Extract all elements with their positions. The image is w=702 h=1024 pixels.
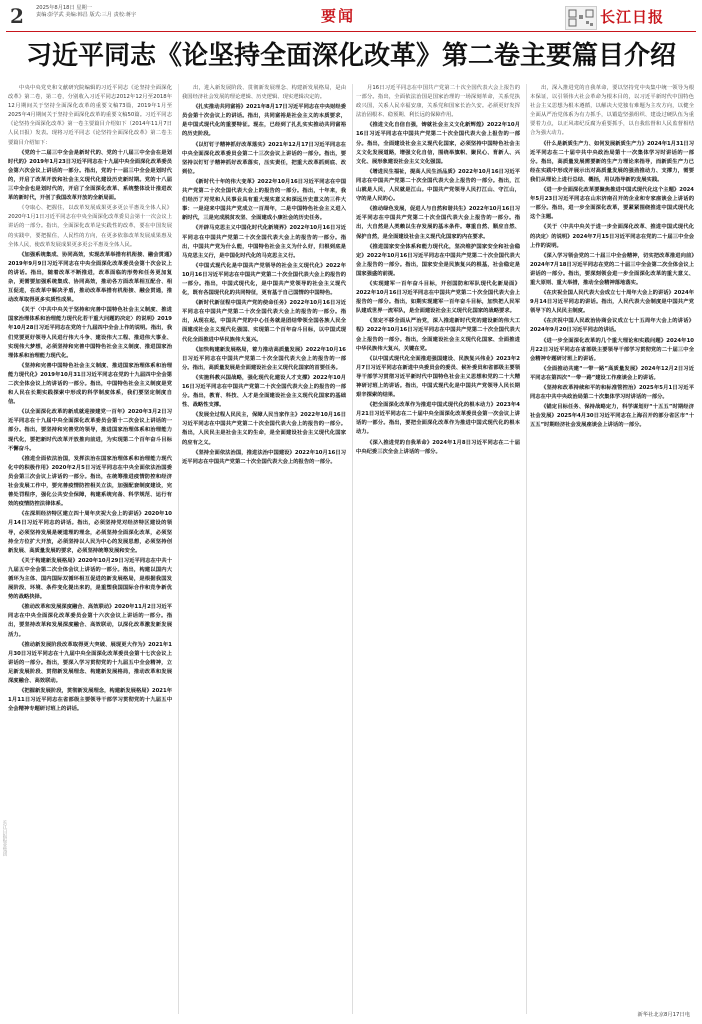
column-divider (526, 84, 527, 1014)
article-subhead-paragraph: 《推进全面依法治国，发挥法治在国家治理体系和治理能力现代化中的积极作用》2020年2月5日习近平同志在中央全面依法治国委员会第三次会议上讲话的一部分。指出，在统筹推进疫情防控和经济社会发展工作中，要完善疫情防控相关立法，加强配套制度建设，完善处罚程序，强化公共安全保障，构建系统完备、科学规范、运行有效的疫情防控法律体系。 (8, 455, 172, 508)
article-subhead-paragraph: 《推动绿色发展，促进人与自然和谐共生》2022年10月16日习近平同志在中国共产党第二十次全国代表大会上报告的一部分。指出，大自然是人类赖以生存发展的基本条件。尊重自然、顺应自然、保护自然，是全面建设社会主义现代化国家的内在要求。 (356, 206, 520, 240)
article-column-1 (8, 84, 172, 1014)
article-subhead-paragraph: 《实现建军一百年奋斗目标，开创国防和军队现代化新局面》2022年10月16日习近平同志在中国共产党第二十次全国代表大会上报告的一部分。指出，如期实现建军一百年奋斗目标，加快把人民军队建成世界一流军队，是全面建设社会主义现代化国家的战略要求。 (356, 280, 520, 315)
article-subhead-paragraph: 《增进民生福祉，提高人民生活品质》2022年10月16日习近平同志在中国共产党第二十次全国代表大会上报告的一部分。指出，江山就是人民，人民就是江山。中国共产党领导人民打江山、守江山，守的是人民的心。 (356, 168, 520, 203)
article-subhead-paragraph: 《进一步全面深化改革的几个重大理论和实践问题》2024年10月22日习近平同志在省部级主要领导干部学习贯彻党的二十届三中全会精神专题研讨班上的讲话。 (530, 337, 694, 362)
article-subhead-paragraph: 《坚持和改革持续和平的和标准管控治》2025年5月1日习近平同志在中共中央政治局第二十次集体学习时讲话的一部分。 (530, 385, 694, 401)
article-subhead-paragraph: 《新时代新征程中国共产党的使命任务》2022年10月16日习近平同志在中国共产党第二十次全国代表大会上的报告的一部分。指出，从现在起，中国共产党的中心任务就是团结带领全国各族人民全面建成社会主义现代化强国、实现第二个百年奋斗目标，以中国式现代化全面推进中华民族伟大复兴。 (182, 300, 346, 343)
newspaper-logo: 长江日报 (600, 8, 665, 26)
dateline-footer: 新华社北京8月17日电 (637, 1012, 690, 1018)
editors-line: 责编:彭学武 美编:韩昌 版式:三月 责校:蒋宇 (36, 12, 137, 18)
article-subhead-paragraph: 《推动新发展阶段改革取得更大突破、展现更大作为》2021年1月30日习近平同志在十九届中央全面深化改革委员会第十七次会议上讲话的一部分。指出，要深入学习贯彻党的十九届五中全会精神，立足新发展阶段、贯彻新发展理念、构建新发展格局，推动改革和发展深度融合、高效联动。 (8, 641, 172, 684)
article-subhead-paragraph: 《发展全过程人民民主，保障人民当家作主》2022年10月16日习近平同志在中国共产党第二十次全国代表大会上的报告的一部分。指出，人民民主是社会主义的生命，是全面建设社会主义现代化国家的应有之义。 (182, 412, 346, 446)
article-subhead-paragraph: 《扎实推动共同富裕》2021年8月17日习近平同志在中央财经委员会第十次会议上的讲话。指出，共同富裕是社会主义的本质要求，是中国式现代化的重要特征。现在，已经到了扎扎实实推动共同富裕的历史阶段。 (182, 104, 346, 138)
article-paragraph: 中央中央党史和文献研究院编辑的习近平同志《论坚持全面深化改革》第二卷，第二卷，分别收入习近平同志2012年12月至2018年12月期间关于坚持全面深化改革的重要文稿73篇，2019年1月至2025年4月期间关于坚持全面深化改革的重要文稿50篇。习近平同志《论坚持全面深化改革》第一卷主要篇目介绍如下（2014年11月7日人民日报）发表。现将习近平同志《论坚持全面深化改革》第二卷主要篇目介绍如下： (8, 85, 172, 146)
article-subhead-paragraph: 《实施科教兴国战略，强化现代化建设人才支撑》2022年10月16日习近平同志在中国共产党第二十次全国代表大会上的报告的一部分。指出，教育、科技、人才是全面建设社会主义现代化国家的基础性、战略性支撑。 (182, 374, 346, 409)
article-subhead-paragraph: 《推进文化自信自强，铸就社会主义文化新辉煌》2022年10月16日习近平同志在中国共产党第二十次全国代表大会上报告的一部分。指出，全面建设社会主义现代化国家，必须坚持中国特色社会主义文化发展道路，增强文化自信，围绕举旗帜、聚民心、育新人、兴文化、展形象建设社会主义文化强国。 (356, 122, 520, 165)
article-headline: 习近平同志《论坚持全面深化改革》第二卷主要篇目介绍 (25, 41, 676, 71)
article-subhead-paragraph: 《关于构建新发展格局》2020年10月29日习近平同志在中共十九届五中全会第二次全体会议上讲话的一部分。指出，构建以国内大循环为主体、国内国际双循环相互促进的新发展格局，是根据我国发展阶段、环境、条件变化提出来的，是重塑我国国际合作和竞争新优势的战略抉择。 (8, 557, 172, 601)
article-subhead-paragraph: 《在庆祝中国人民政治协商会议成立七十五周年大会上的讲话》2024年9月20日习近平同志的讲话。 (530, 318, 694, 334)
article-paragraph: 《夺取心、把握住，以改革发展成果更多更公平惠及全体人民》2020年1月1日习近平同志在中央全面深化改革委员会第十一次会议上讲话的一部分。指出，全面深化改革是实践性的改革，要在中国发展的实践中，要把握住，人民性的方向，在更多依靠改革发展成果惠及全体人民，使改革发展成果更多更公平惠及全体人民。 (8, 205, 172, 248)
section-title: 要闻 (321, 7, 356, 25)
column-divider (178, 84, 179, 1014)
article-subhead-paragraph: 《以钉钉子精神抓好改革落实》2021年12月17日习近平同志在中央全面深化改革委员会第二十三次会议上讲话的一部分。指出，要坚持以钉钉子精神抓好改革落实，压实责任，把重大改革抓到底、改到位。 (182, 141, 346, 175)
article-subhead-paragraph: 《坚持和完善中国特色社会主义制度、推进国家治理体系和治理能力现代化》2019年10月31日习近平同志在党的十九届四中全会第二次全体会议上的讲话的一部分。指出，中国特色社会主义制度是党和人民在长期实践探索中形成的科学制度体系，我们要坚定制度自信。 (8, 362, 172, 406)
article-subhead-paragraph: 《深入学习领会党的二十届三中全会精神，切实把改革推进向前》2024年7月18日习近平同志在党的二十届三中全会第二次全体会议上讲话的一部分。指出，要深刻领会进一步全面深化改革的重大意义、重大原则、重大举措，推动全会精神落地落实。 (530, 252, 694, 286)
article-subhead-paragraph: 《关于〈中共中央关于坚持和完善中国特色社会主义制度、推进国家治理体系和治理能力现代化若干重大问题的决定〉的说明》2019年10月28日习近平同志在党的十九届四中全会上作的说明。指出，我们党要更好领导人民进行伟大斗争、建设伟大工程、推进伟大事业、实现伟大梦想，必须坚持和完善中国特色社会主义制度、推进国家治理体系和治理能力现代化。 (8, 307, 172, 359)
article-subhead-paragraph: 《把全面深化改革作为推进中国式现代化的根本动力》2023年4月21日习近平同志在二十届中央全面深化改革委员会第一次会议上讲话的一部分。指出，要把全面深化改革作为推进中国式现代化的根本动力。 (356, 402, 520, 436)
article-subhead-paragraph: 《推进国家安全体系和能力现代化，坚决维护国家安全和社会稳定》2022年10月16日习近平同志在中国共产党第二十次全国代表大会上报告的一部分。指出，国家安全是民族复兴的根基，社会稳定是国家强盛的前提。 (356, 243, 520, 277)
header-divider (6, 31, 696, 32)
page-number: 2 (10, 4, 24, 28)
article-subhead-paragraph: 《把握新发展阶段，贯彻新发展理念，构建新发展格局》2021年1月11日习近平同志在省部级主要领导干部学习贯彻党的十九届五中全会精神专题研讨班上的讲话。 (8, 688, 172, 713)
article-subhead-paragraph: 《锚定目标任务、保持战略定力，科学谋划好“十五五”时期经济社会发展》2025年4月30日习近平同志在上海召开的部分省区市“十五五”时期经济社会发展座谈会上讲话的一部分。 (530, 404, 694, 429)
article-subhead-paragraph: 《加强系统集成、协同高效，实现改革举措有机衔接、融会贯通》2019年9月9日习近平同志在中央全面深化改革委员会第十次会议上的讲话。指出，随着改革不断推进，改革面临的形势和任务更加复杂，更需要加强系统集成、协同高效，推动各方面改革相互配合、相互促进，在改革中解决矛盾，推动改革举措有机衔接、融会贯通，推动改革取得更多实质性成果。 (8, 251, 172, 304)
side-watermark: 长江日报报业集团 (2, 820, 7, 856)
article-paragraph: 出，进入新发展阶段、贯彻新发展理念、构建新发展格局，是由我国经济社会发展的理论逻辑、历史逻辑、现实逻辑决定的。 (182, 85, 346, 101)
article-subhead-paragraph: 《全面推动共建“一带一路”高质量发展》2024年12月2日习近平同志在第四次“一带一路”建设工作座谈会上的讲话。 (530, 365, 694, 381)
article-subhead-paragraph: 《在深圳经济特区建立四十周年庆祝大会上的讲话》2020年10月14日习近平同志的讲话。指出，必须坚持党对经济特区建设的领导，必须坚持发展是硬道理的理念，必须坚持全面深化改革，必须坚持全方位扩大开放，必须坚持以人民为中心的发展思想，必须坚持创新发展、高质量发展的要求，必须坚持统筹发展和安全。 (8, 511, 172, 554)
article-subhead-paragraph: 《以全面深化改革的新成就迎接建党一百年》2020年3月2日习近平同志在十九届中央全面深化改革委员会第十二次会议上讲话的一部分。指出，要坚持和完善党的领导，推进国家治理体系和治理能力现代化，要把新时代改革开放推向前进，为实现第二个百年奋斗目标不懈奋斗。 (8, 409, 172, 452)
article-subhead-paragraph: 《深入推进党的自我革命》2024年1月8日习近平同志在二十届中央纪委三次全会上讲话的一部分。 (356, 439, 520, 455)
article-subhead-paragraph: 《关于〈中共中央关于进一步全面深化改革、推进中国式现代化的决定〉的说明》2024年7月15日习近平同志在党的二十届三中全会上作的说明。 (530, 224, 694, 249)
article-subhead-paragraph: 《在庆祝全国人民代表大会成立七十周年大会上的讲话》2024年9月14日习近平同志的讲话。指出，人民代表大会制度是中国共产党领导下的人民民主制度。 (530, 290, 694, 315)
article-subhead-paragraph: 《进一步全面深化改革要聚焦推进中国式现代化这个主题》2024年5月23日习近平同志在山东济南召开的企业和专家座谈会上讲话的一部分。指出，进一步全面深化改革，要紧紧围绕推进中国式现代化这个主题。 (530, 187, 694, 221)
article-subhead-paragraph: 《推动改革和发展深度融合、高效联动》2020年11月2日习近平同志在中央全面深化改革委员会第十六次会议上讲话的一部分。指出，要坚持改革和发展深度融合、高效联动，以深化改革激发新发展活力。 (8, 604, 172, 638)
page-header (0, 0, 702, 30)
article-column-3 (356, 84, 520, 1014)
article-subhead-paragraph: 《坚持全面依法治国，推进法治中国建设》2022年10月16日习近平同志在中国共产党第二十次全国代表大会上的报告的一部分。 (182, 449, 346, 465)
date-line: 2025年8月18日 星期一 (36, 5, 92, 11)
article-subhead-paragraph: 《什么是新质生产力、如何发展新质生产力》2024年1月31日习近平同志在二十届中共中央政治局第十一次集体学习时讲话的一部分。指出，高质量发展需要新的生产力理论来指导，而新质生产力已经在实践中形成并展示出对高质量发展的强劲推动力、支撑力，需要我们从理论上进行总结、概括，用以指导新的发展实践。 (530, 140, 694, 183)
article-subhead-paragraph: 《中国式现代化是中国共产党领导的社会主义现代化》2022年10月16日习近平同志在中国共产党第二十次全国代表大会上的报告的一部分。指出，中国式现代化，是中国共产党领导的社会主义现代化，既有各国现代化的共同特征，更有基于自己国情的中国特色。 (182, 262, 346, 297)
article-subhead-paragraph: 《党的十二届三中全会是新时代的、党的十八届三中全会在是划时代的》2019年1月23日习近平同志在十九届中央全面深化改革委员会第六次会议上讲话的一部分。指出，党的十一届三中全会是划时代的，开启了改革开放和社会主义现代化建设历史新时期。党的十八届三中全会也是划时代的，开启了全面深化改革、系统整体设计推进改革的新时代，开创了我国改革开放的全新局面。 (8, 149, 172, 202)
article-subhead-paragraph: 《加快构建新发展格局，着力推动高质量发展》2022年10月16日习近平同志在中国共产党第二十次全国代表大会上的报告的一部分。指出，高质量发展是全面建设社会主义现代化国家的首要任务。 (182, 346, 346, 371)
article-column-4 (530, 84, 694, 1014)
article-subhead-paragraph: 《开辟马克思主义中国化时代化新境界》2022年10月16日习近平同志在中国共产党第二十次全国代表大会上的报告的一部分。指出，中国共产党为什么能，中国特色社会主义为什么好，归根到底是马克思主义行，是中国化时代化的马克思主义行。 (182, 225, 346, 259)
article-paragraph: 出，深入推进党的自我革命，要以坚持党中央集中统一领导为根本保证，以引领伟大社会革命为根本目的，以习近平新时代中国特色社会主义思想为根本遵循，以解决大党独有难题为主攻方向，以健全全面从严治党体系为有力抓手，以锻造坚强组织、建设过硬队伍为重要着力点，以正风肃纪反腐为重要抓手，以自我监督和人民监督相结合为强大动力。 (530, 85, 694, 137)
page-meta (36, 5, 236, 19)
article-paragraph: 月16日习近平同志在中国共产党第二十次全国代表大会上报告的一部分。指出，全面依法治国是国家治理的一场深刻革命，关系党执政兴国，关系人民幸福安康，关系党和国家长治久安。必须更好发挥法治固根本、稳预期、利长远的保障作用。 (356, 85, 520, 119)
qr-code-icon (565, 6, 597, 30)
column-divider (352, 84, 353, 1014)
article-column-2 (182, 84, 346, 1014)
article-subhead-paragraph: 《新时代十年的伟大变革》2022年10月16日习近平同志在中国共产党第二十次全国代表大会上的报告的一部分。指出，十年来，我们经历了对党和人民事业具有重大现实意义和深远历史意义的三件大事：一是迎来中国共产党成立一百周年，二是中国特色社会主义进入新时代，三是完成脱贫攻坚、全面建成小康社会的历史任务。 (182, 178, 346, 222)
article-subhead-paragraph: 《坚定不移全面从严治党，深入推进新时代党的建设新的伟大工程》2022年10月16日习近平同志在中国共产党第二十次全国代表大会上报告的一部分。指出，全面建设社会主义现代化国家、全面推进中华民族伟大复兴，关键在党。 (356, 318, 520, 352)
article-subhead-paragraph: 《以中国式现代化全面推进强国建设、民族复兴伟业》2023年2月7日习近平同志在新进中央委员会的委员、候补委员和省部级主要领导干部学习贯彻习近平新时代中国特色社会主义思想和党的二十大精神研讨班上的讲话。指出，中国式现代化是中国共产党领导人民长期艰辛探索的结果。 (356, 355, 520, 399)
